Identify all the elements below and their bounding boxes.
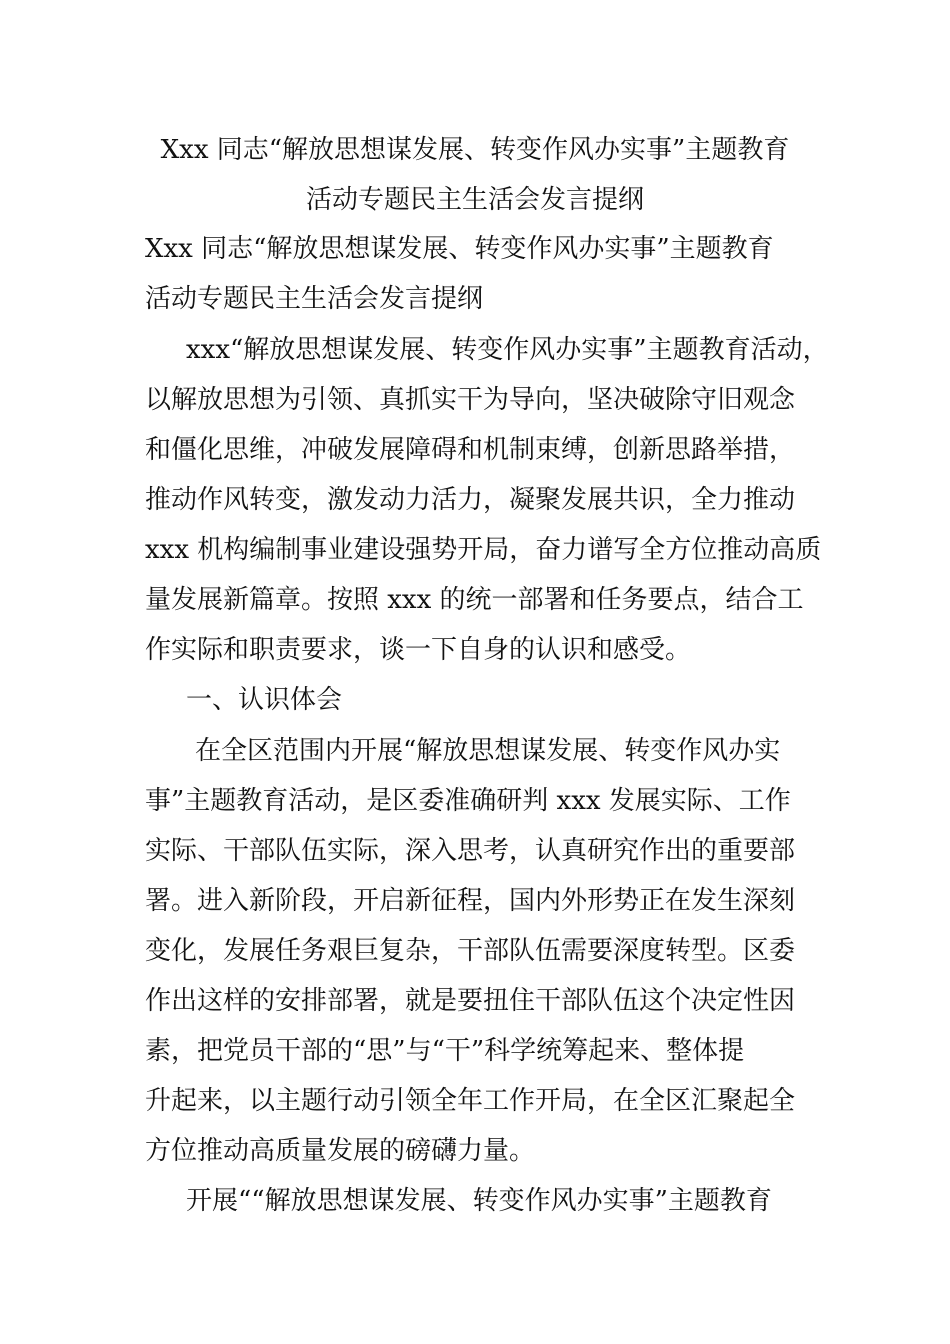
body-line-6: 推动作风转变，激发动力活力，凝聚发展共识，全力推动 — [145, 485, 796, 515]
body-line-12: 事”主题教育活动，是区委准确研判 xxx 发展实际、工作 — [145, 786, 791, 816]
body-line-4: 以解放思想为引领、真抓实干为导向，坚决破除守旧观念 — [145, 385, 796, 415]
body-line-3: xxx“解放思想谋发展、转变作风办实事”主题教育活动， — [186, 335, 829, 365]
body-line-11: 在全区范围内开展“解放思想谋发展、转变作风办实 — [195, 736, 781, 766]
body-line-16: 作出这样的安排部署，就是要扭住干部队伍这个决定性因 — [145, 986, 796, 1016]
body-line-19: 方位推动高质量发展的磅礴力量。 — [145, 1136, 536, 1166]
body-line-9: 作实际和职责要求，谈一下自身的认识和感受。 — [145, 635, 692, 665]
body-line-20: 开展““解放思想谋发展、转变作风办实事”主题教育 — [186, 1186, 772, 1216]
body-line-5: 和僵化思维，冲破发展障碍和机制束缚，创新思路举措， — [145, 435, 796, 465]
body-line-13: 实际、干部队伍实际，深入思考，认真研究作出的重要部 — [145, 836, 796, 866]
body-line-2: 活动专题民主生活会发言提纲 — [145, 284, 484, 314]
document-title-line-1: Xxx 同志“解放思想谋发展、转变作风办实事”主题教育 — [160, 135, 790, 165]
body-line-8: 量发展新篇章。按照 xxx 的统一部署和任务要点，结合工 — [145, 585, 804, 615]
body-line-1: Xxx 同志“解放思想谋发展、转变作风办实事”主题教育 — [145, 234, 774, 264]
document-title-line-2: 活动专题民主生活会发言提纲 — [305, 185, 644, 215]
body-line-18: 升起来，以主题行动引领全年工作开局，在全区汇聚起全 — [145, 1086, 796, 1116]
body-line-17: 素，把党员干部的“思”与“干”科学统筹起来、整体提 — [145, 1036, 745, 1066]
body-line-7: xxx 机构编制事业建设强势开局，奋力谱写全方位推动高质 — [145, 535, 822, 565]
section-heading: 一、认识体会 — [186, 685, 343, 715]
body-line-14: 署。进入新阶段，开启新征程，国内外形势正在发生深刻 — [145, 886, 796, 916]
body-line-15: 变化，发展任务艰巨复杂，干部队伍需要深度转型。区委 — [145, 936, 796, 966]
